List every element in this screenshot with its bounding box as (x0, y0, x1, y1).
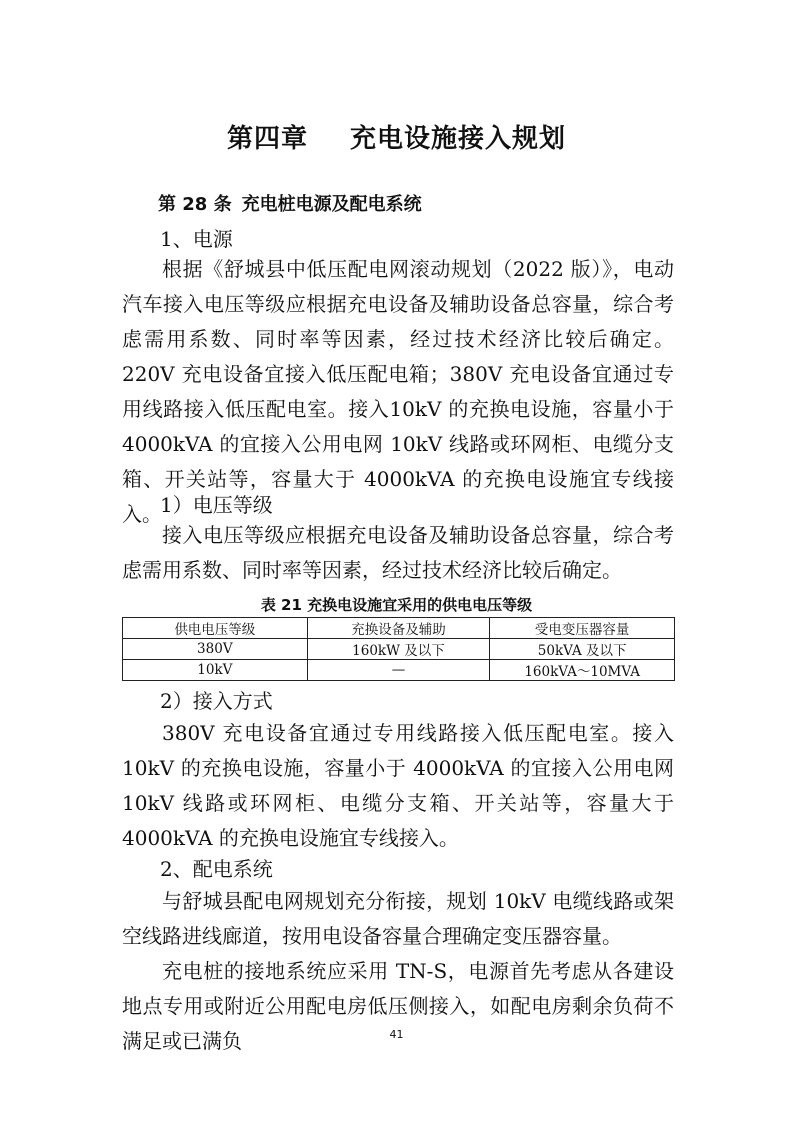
table-header-row (123, 618, 675, 639)
paragraph-grounding-system: 充电桩的接地系统应采用 TN-S，电源首先考虑从各建设地点专用或附近公用配电房低压侧接入，如配电房剩余负荷不满足或已满负 (122, 959, 674, 1053)
table-cell: 160kW 及以下 (307, 639, 490, 660)
article-name: 充电桩电源及配电系统 (241, 194, 422, 215)
table-caption: 表 21 充换电设施宜采用的供电电压等级 (260, 596, 533, 614)
chapter-name: 充电设施接入规划 (350, 124, 567, 154)
paragraph-access-method: 380V 充电设备宜通过专用线路接入低压配电室。接入 10kV 的充换电设施，容量小于 4000kVA 的宜接入公用电网 10kV 线路或环网柜、电缆分支箱、开关站等，容量大于 4000kVA 的充换电设施宜专线接入。 (122, 721, 674, 850)
voltage-level-table (122, 617, 675, 681)
table-header-cell: 受电变压器容量 (490, 618, 675, 639)
table-row (123, 660, 675, 681)
paragraph-distribution-system: 与舒城县配电网规划充分衔接，规划 10kV 电缆线路或架空线路进线廊道，按用电设备容量合理确定变压器容量。 (122, 889, 674, 948)
table-cell: 10kV (123, 660, 308, 681)
section-heading-distribution-system: 2、配电系统 (160, 857, 273, 881)
table-cell: 50kVA 及以下 (490, 639, 675, 660)
table-cell: 380V (123, 639, 308, 660)
chapter-number: 第四章 (226, 124, 308, 154)
subsection-heading-access-method: 2）接入方式 (160, 689, 273, 713)
article-title (158, 190, 422, 216)
paragraph-power-source: 根据《舒城县中低压配电网滚动规划（2022 版）》，电动汽车接入电压等级应根据充电设备及辅助设备总容量，综合考虑需用系数、同时率等因素，经过技术经济比较后确定。220V 充电设备宜接入低压配电箱；380V 充电设备宜通过专用线路接入低压配电室。接入10kV 的充换电设施，容量小于 4000kVA 的宜接入公用电网 10kV 线路或环网柜、电缆分支箱、开关站等，容量大于 4000kVA 的充换电设施宜专线接入。 (122, 257, 674, 526)
section-heading-power-source: 1、电源 (160, 227, 233, 251)
chapter-title (0, 118, 793, 155)
paragraph-voltage-level: 接入电压等级应根据充电设备及辅助设备总容量，综合考虑需用系数、同时率等因素，经过技术经济比较后确定。 (122, 523, 674, 582)
table-cell: — (307, 660, 490, 681)
table-header-cell: 充换设备及辅助 (307, 618, 490, 639)
table-cell: 160kVA～10MVA (490, 660, 675, 681)
subsection-heading-voltage-level: 1）电压等级 (160, 493, 273, 517)
article-number: 第 28 条 (158, 194, 232, 215)
table-row (123, 639, 675, 660)
table-header-cell: 供电电压等级 (123, 618, 308, 639)
page-number: 41 (389, 1028, 404, 1041)
